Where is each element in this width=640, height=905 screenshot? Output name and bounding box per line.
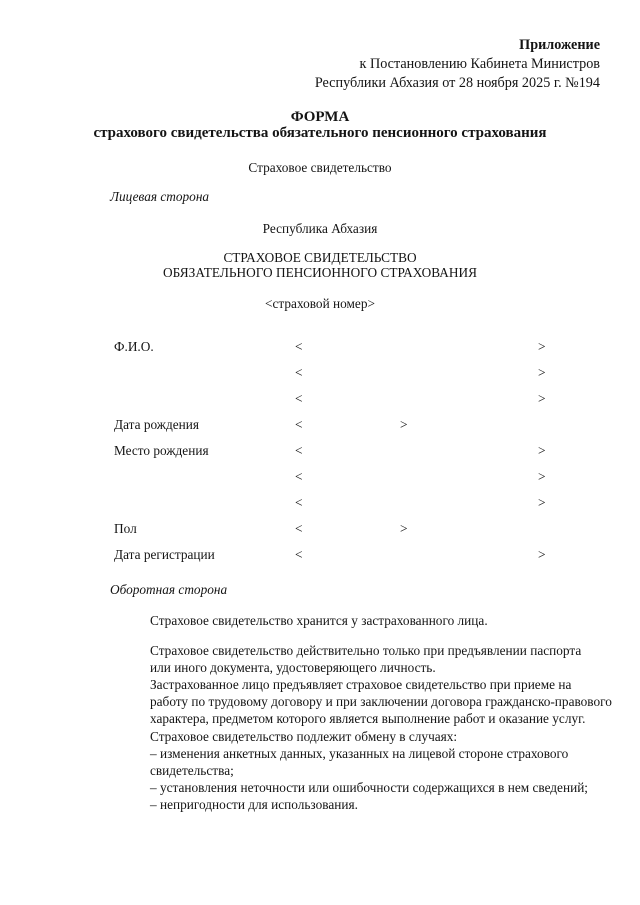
registration-date-open: <	[295, 547, 303, 562]
birth-place-line-1-open: <	[295, 443, 303, 458]
form-title: ФОРМА	[290, 109, 350, 125]
field-label-fio: Ф.И.О.	[114, 339, 154, 354]
country-name: Республика Абхазия	[262, 221, 378, 236]
birth-place-line-3-close: >	[538, 495, 546, 510]
fio-line-2-close: >	[538, 365, 546, 380]
form-subtitle: страхового свидетельства обязательного пенсионного страхования	[93, 125, 547, 141]
appendix-title: Приложение	[519, 37, 600, 53]
appendix-line-1: к Постановлению Кабинета Министров	[359, 56, 600, 72]
field-label-birth-date: Дата рождения	[114, 417, 199, 432]
certificate-heading-1: СТРАХОВОЕ СВИДЕТЕЛЬСТВО	[223, 250, 417, 265]
paragraph-3-line: – установления неточности или ошибочности содержащихся в нем сведений;	[150, 780, 588, 795]
fio-line-3-close: >	[538, 391, 546, 406]
fio-line-1-close: >	[538, 339, 546, 354]
back-paragraph-3	[150, 728, 588, 813]
field-label-registration-date: Дата регистрации	[114, 547, 215, 562]
birth-place-line-2-close: >	[538, 469, 546, 484]
fio-line-2-open: <	[295, 365, 303, 380]
registration-date-close: >	[538, 547, 546, 562]
back-side-label: Оборотная сторона	[110, 582, 228, 597]
fio-line-1-open: <	[295, 339, 303, 354]
birth-place-line-3-open: <	[295, 495, 303, 510]
field-label-birth-place: Место рождения	[114, 443, 209, 458]
front-side-label: Лицевая сторона	[110, 189, 210, 204]
form-caption: Страховое свидетельство	[248, 160, 392, 175]
birth-place-line-1-close: >	[538, 443, 546, 458]
appendix-line-2: Республики Абхазия от 28 ноября 2025 г. №194	[314, 75, 600, 91]
paragraph-3-line: – непригодности для использования.	[150, 797, 358, 812]
sex-close: >	[400, 521, 408, 536]
birth-date-close: >	[400, 417, 408, 432]
fio-line-3-open: <	[295, 391, 303, 406]
field-label-sex: Пол	[114, 521, 137, 536]
certificate-heading-2: ОБЯЗАТЕЛЬНОГО ПЕНСИОННОГО СТРАХОВАНИЯ	[163, 265, 477, 280]
paragraph-2-line: Застрахованное лицо предъявляет страховое свидетельство при приеме на	[150, 677, 572, 692]
birth-date-open: <	[295, 417, 303, 432]
birth-place-line-2-open: <	[295, 469, 303, 484]
appendix-block	[315, 36, 600, 93]
paragraph-3-line: свидетельства;	[150, 763, 234, 778]
back-paragraph-1: Страховое свидетельство хранится у застрахованного лица.	[150, 613, 488, 628]
insurance-number-placeholder: <страховой номер>	[265, 296, 375, 311]
sex-open: <	[295, 521, 303, 536]
back-paragraph-2	[150, 642, 612, 727]
paragraph-2-line: или иного документа, удостоверяющего личность.	[150, 660, 436, 675]
paragraph-2-line: работу по трудовому договору и при заключении договора гражданско-правового	[150, 694, 612, 709]
paragraph-2-line: Страховое свидетельство действительно только при предъявлении паспорта	[150, 643, 582, 658]
paragraph-3-line: – изменения анкетных данных, указанных на лицевой стороне страхового	[150, 746, 569, 761]
paragraph-2-line: характера, предметом которого является выполнение работ и оказание услуг.	[150, 711, 586, 726]
paragraph-3-line: Страховое свидетельство подлежит обмену в случаях:	[150, 729, 458, 744]
